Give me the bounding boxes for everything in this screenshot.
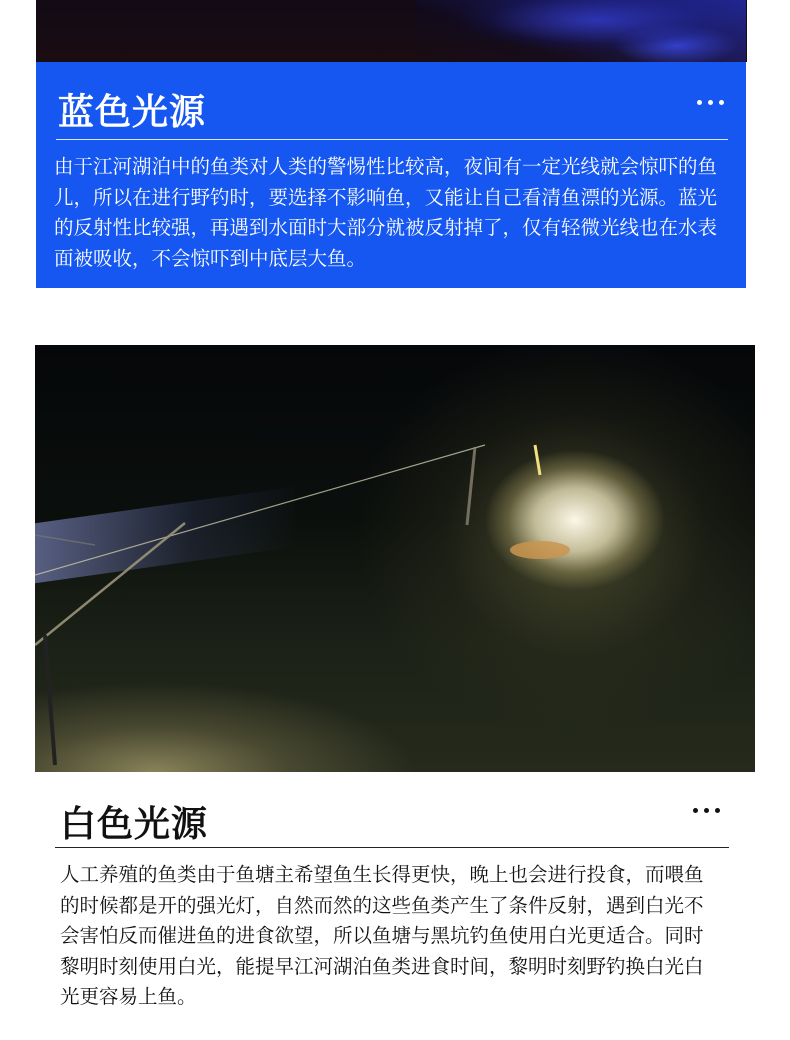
blue-glow [416, 0, 746, 62]
white-section-body: 人工养殖的鱼类由于鱼塘主希望鱼生长得更快，晚上也会进行投食，而喂鱼的时候都是开的强光灯，自然而然的这些鱼类产生了条件反射，遇到白光不会害怕反而催进鱼的进食欲望，所以鱼塘与黑坑钓鱼使用白光更适合。同时黎明时刻使用白光，能提早江河湖泊鱼类进食时间，黎明时刻野钓换白光白光更容易上鱼。 [60, 863, 704, 1008]
more-dots-icon [697, 100, 724, 105]
divider [56, 139, 728, 140]
blue-section-title: 蓝色光源 [58, 92, 207, 133]
white-light-fishing-photo [35, 345, 755, 772]
blue-light-card [36, 62, 746, 288]
more-dots-icon [693, 808, 720, 813]
blue-light-night-photo [36, 0, 747, 62]
fishing-rods-graphic [35, 345, 755, 772]
white-section-title: 白色光源 [60, 804, 209, 845]
divider [55, 847, 729, 848]
blue-section-body: 由于江河湖泊中的鱼类对人类的警惕性比较高，夜间有一定光线就会惊吓的鱼儿，所以在进行野钓时，要选择不影响鱼，又能让自己看清鱼漂的光源。蓝光的反射性比较强，再遇到水面时大部分就被反射掉了，仅有轻微光线也在水表面被吸收，不会惊吓到中底层大鱼。 [54, 155, 718, 270]
